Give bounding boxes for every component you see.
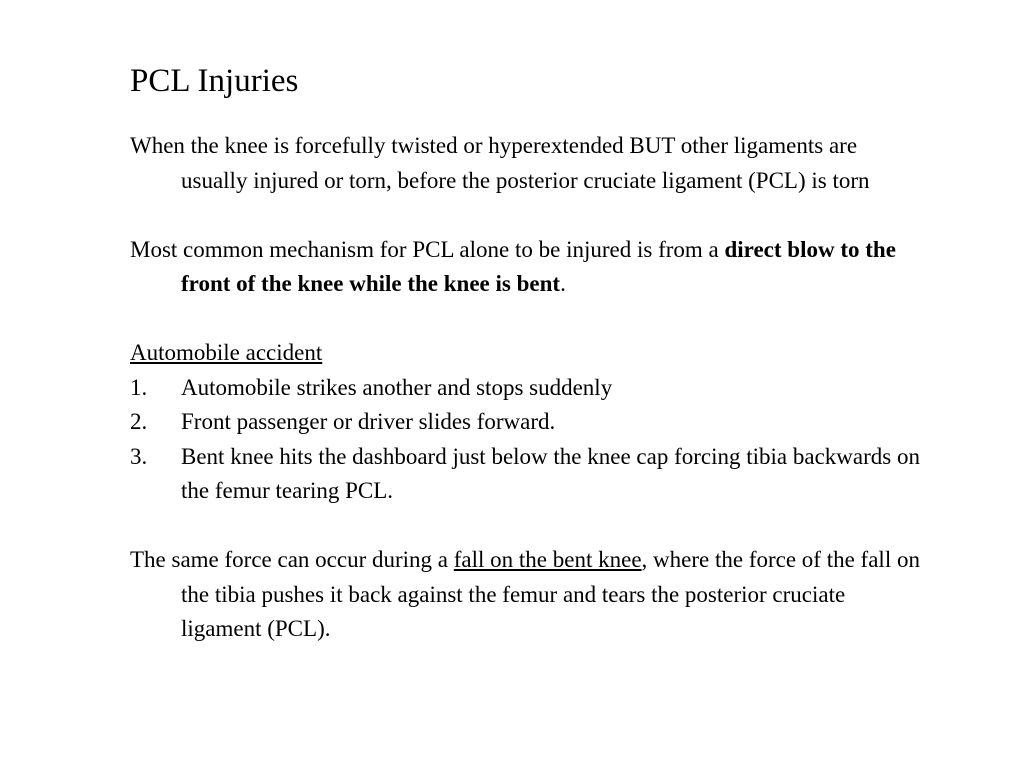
automobile-accident-heading: Automobile accident (130, 340, 323, 365)
slide-body (130, 129, 920, 647)
list-item-text: Bent knee hits the dashboard just below the knee cap forcing tibia backwards on the femur tearing PCL. (181, 443, 920, 503)
list-item (130, 440, 920, 509)
mechanism-end: . (560, 271, 566, 296)
list-item-text: Automobile strikes another and stops suddenly (181, 374, 613, 400)
mechanism-text: Most common mechanism for PCL alone to be injured is from a (130, 236, 725, 262)
list-item-number: 1. (130, 374, 148, 400)
paragraph-fall-bent-knee (130, 543, 920, 647)
spacer (130, 302, 920, 337)
spacer (130, 509, 920, 544)
list-item-text: Front passenger or driver slides forward. (181, 409, 556, 434)
paragraph-twist-hyperextend: When the knee is forcefully twisted or hyperextended BUT other ligaments are usually injured or torn, before the posterior cruciate ligament (PCL) is torn (130, 133, 870, 193)
mechanism-bold-text: direct blow to the front of the knee while the knee is bent (181, 236, 896, 296)
slide-title: PCL Injuries (130, 63, 299, 99)
fall-text-before: The same force can occur during a (130, 547, 454, 572)
fall-on-bent-knee-underlined: fall on the bent knee (453, 547, 642, 572)
list-item-number: 3. (130, 443, 148, 469)
list-item (130, 371, 920, 406)
accident-steps-list (130, 371, 920, 509)
spacer (130, 198, 920, 233)
list-item (130, 405, 920, 440)
fall-text-after: , where the force of the fall on the tibia pushes it back against the femur and tears the posterior cruciate ligament (PCL). (181, 547, 920, 641)
list-item-number: 2. (130, 409, 148, 434)
paragraph-mechanism (130, 233, 920, 302)
